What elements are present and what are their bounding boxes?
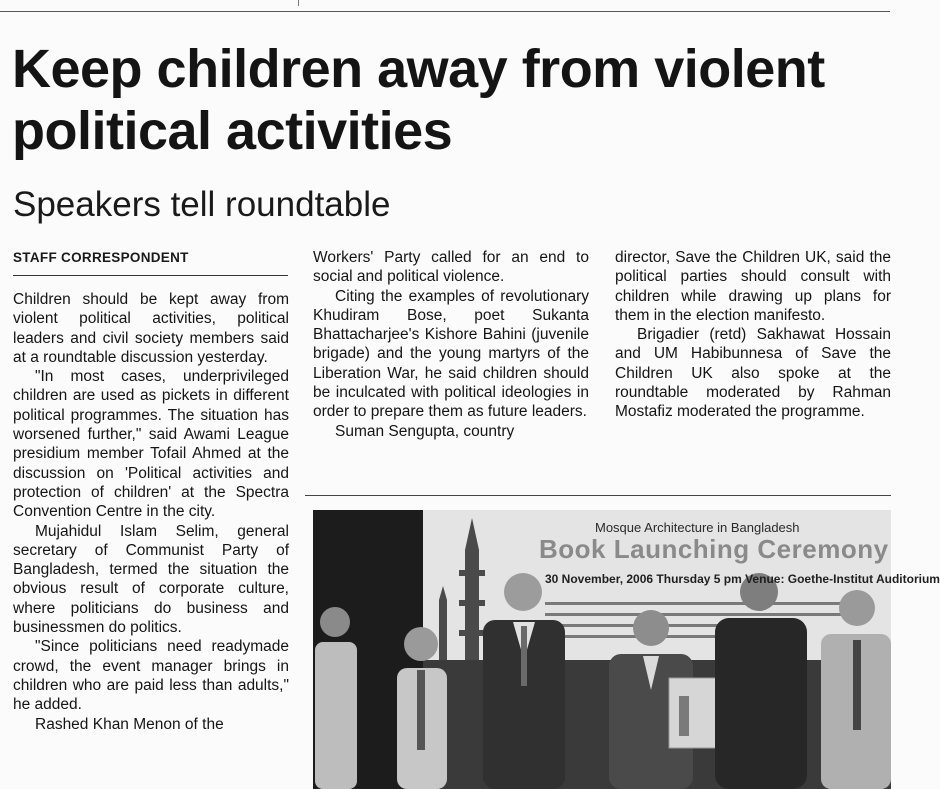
byline: STAFF CORRESPONDENT — [13, 250, 189, 265]
article-paragraph: "Since politicians need readymade crowd, the event manager brings in children who are paid less than adults," he added. — [13, 638, 289, 714]
article-paragraph: Citing the examples of revolutionary Khudiram Bose, poet Sukanta Bhattacharjee's Kishore Bahini (juvenile brigade) and the young martyrs of the Liberation War, he said children should be inculcated with political ideologies in order to prepare them as future leaders. — [313, 287, 589, 421]
headline: Keep children away from violent political activities — [12, 39, 825, 161]
article-paragraph: director, Save the Children UK, said the political parties should consult with children while drawing up plans for them in the election manifesto. — [615, 249, 891, 324]
article-column-1 — [13, 290, 289, 734]
byline-rule — [13, 275, 288, 276]
event-photo — [313, 510, 940, 789]
article-paragraph: Rashed Khan Menon of the — [35, 715, 224, 733]
banner-title: Mosque Architecture in Bangladesh — [595, 520, 800, 535]
article-paragraph: Suman Sengupta, country — [335, 422, 515, 440]
article-paragraph: Brigadier (retd) Sakhawat Hossain and UM Habibunnesa of Save the Children UK also spoke at the roundtable moderated by Rahman Mostafiz moderated the programme. — [615, 326, 891, 421]
article-paragraph: Workers' Party called for an end to social and political violence. — [313, 249, 589, 286]
subheadline: Speakers tell roundtable — [13, 185, 391, 224]
top-rule — [0, 11, 890, 12]
article-column-2 — [313, 248, 589, 441]
article-paragraph: Mujahidul Islam Selim, general secretary of Communist Party of Bangladesh, termed the situation the obvious result of corporate culture, where politicians do business and businessmen do politics. — [13, 522, 289, 637]
banner-event: Book Launching Ceremony — [539, 534, 889, 564]
article-paragraph: "In most cases, underprivileged children are used as pickets in different political programmes. The situation has worsened further," said Awami League presidium member Tofail Ahmed at the discussion on 'Political activities and protection of children' at the Spectra Convention Centre in the city. — [13, 368, 289, 521]
section-rule — [305, 495, 891, 496]
top-tick-mark — [298, 0, 299, 6]
banner-date: 30 November, 2006 Thursday 5 pm Venue: Goethe-Institut Auditorium — [545, 572, 940, 586]
article-column-3 — [615, 248, 891, 422]
article-paragraph: Children should be kept away from violent political activities, political leaders and civil society members said at a roundtable discussion yesterday. — [13, 291, 289, 366]
